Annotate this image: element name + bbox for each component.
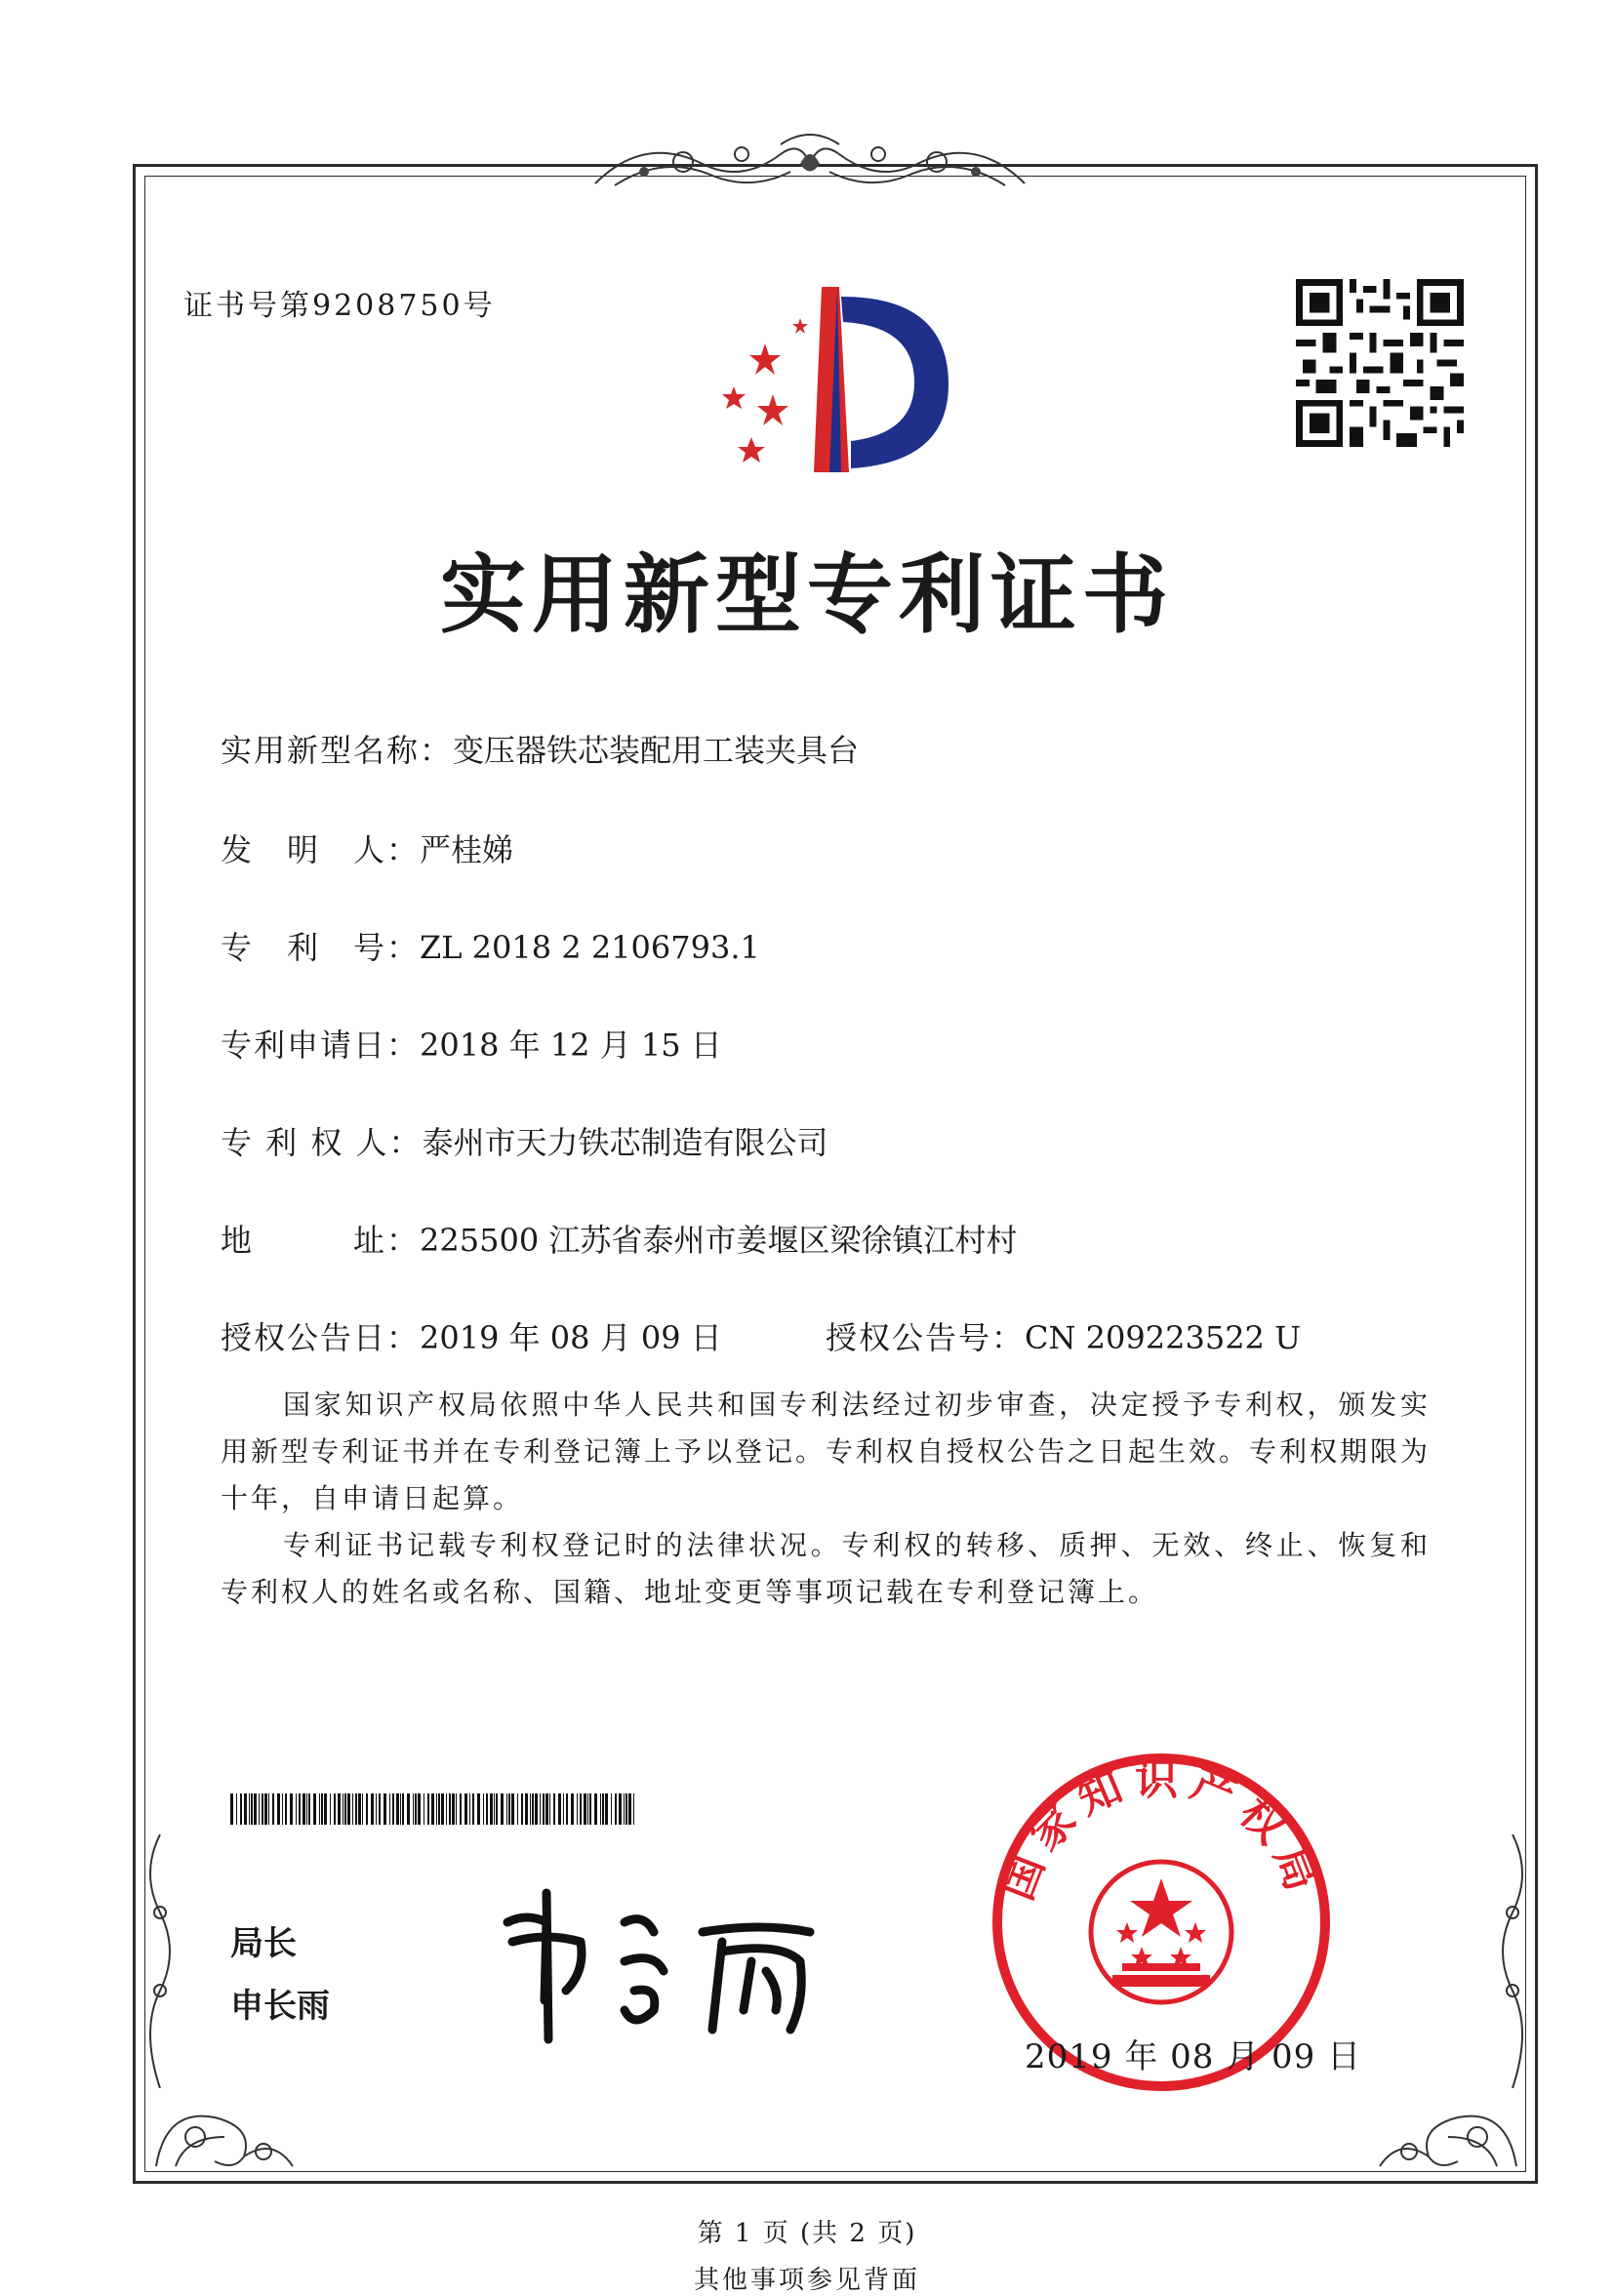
barcode-bar [230,1793,233,1825]
field-label: 专利申请日： [221,1027,421,1064]
barcode-bar [490,1793,493,1825]
field-label: 专 利 号： [221,929,421,966]
barcode-bar [285,1793,287,1825]
barcode-bar [308,1793,310,1825]
field-inventor [221,826,513,870]
field-patentee [221,1118,828,1163]
barcode-bar [347,1793,350,1825]
barcode-bar [602,1793,604,1825]
footer-note: 其他事项参见背面 [693,2266,920,2295]
barcode-bar [584,1793,586,1825]
barcode-bar [249,1793,250,1825]
barcode-bar [587,1793,588,1825]
barcode-bar [558,1793,561,1825]
barcode-bar [330,1793,331,1825]
barcode-bar [566,1793,568,1825]
barcode-bar [277,1793,280,1825]
field-value: 225500 江苏省泰州市姜堰区梁徐镇江村村 [420,1222,1018,1259]
barcode-bar [553,1793,555,1825]
page-number: 第 1 页 (共 2 页) [697,2219,917,2248]
barcode-bar [236,1793,237,1825]
barcode-bar [413,1793,414,1825]
barcode-bar [571,1793,574,1825]
field-value: 变压器铁芯装配用工装夹具台 [453,732,860,769]
barcode-bar [611,1793,612,1825]
barcode-bar [535,1793,538,1825]
barcode-bar [464,1793,467,1825]
patent-office-logo-icon [705,277,956,480]
director-signature-icon [488,1883,849,2059]
barcode-bar [254,1793,257,1825]
barcode-bar [483,1793,484,1825]
barcode-bar [530,1793,531,1825]
bottom-left-corner-ornament-icon [146,2078,303,2176]
barcode-bar [446,1793,447,1825]
barcode-bar [415,1793,417,1825]
barcode-bar [240,1793,242,1825]
barcode-bar [407,1793,410,1825]
barcode-bar [506,1793,507,1825]
director-name: 申长雨 [230,1987,330,2026]
barcode-bar [525,1793,528,1825]
barcode-bar [427,1793,429,1825]
qr-code-icon [1296,279,1464,447]
barcode-bar [521,1793,523,1825]
certificate-body [221,1382,1431,1616]
barcode-bar [306,1793,307,1825]
barcode-bar [268,1793,269,1825]
barcode-bar [532,1793,534,1825]
barcode-bar [624,1793,625,1825]
barcode-bar [543,1793,545,1825]
barcode-bar [605,1793,608,1825]
barcode-bar [486,1793,488,1825]
field-value: 2019 年 08 月 09 日 [420,1319,722,1356]
barcode-bar [449,1793,451,1825]
barcode-bar [352,1793,353,1825]
field-value: ZL 2018 2 2106793.1 [420,929,760,966]
barcode-bar [456,1793,457,1825]
top-ornament-icon [585,125,1034,203]
barcode-bar [262,1793,263,1825]
field-value: 2018 年 12 月 15 日 [420,1027,722,1064]
left-ornament-icon [141,1834,180,2088]
barcode-bar [549,1793,550,1825]
certificate-number: 证书号第9208750号 [183,289,496,323]
field-grant-date [221,1313,722,1358]
barcode-bar [400,1793,401,1825]
field-label: 地 址： [221,1222,421,1259]
barcode-bar [259,1793,260,1825]
barcode-bar [517,1793,518,1825]
barcode-bar [540,1793,541,1825]
barcode-bar [452,1793,455,1825]
barcode-bar [580,1793,582,1825]
certificate-title: 实用新型专利证书 [439,544,1174,645]
barcode-bar [402,1793,404,1825]
barcode-bar [511,1793,514,1825]
barcode-bar [633,1793,634,1825]
barcode-bar [545,1793,548,1825]
field-announcement-number [826,1313,1301,1358]
barcode-bar [389,1793,390,1825]
barcode-bar [563,1793,564,1825]
field-value: 泰州市天力铁芯制造有限公司 [422,1124,828,1161]
barcode-bar [494,1793,495,1825]
barcode-bar [628,1793,631,1825]
field-label: 授权公告日： [221,1319,421,1356]
field-label: 授权公告号： [826,1319,1026,1356]
barcode-bar [619,1793,622,1825]
body-paragraph: 专利证书记载专利权登记时的法律状况。专利权的转移、质押、无效、终止、恢复和专利权人的姓名或名称、国籍、地址变更等事项记载在专利登记簿上。 [221,1529,1431,1608]
barcode-bar [366,1793,368,1825]
barcode-bar [334,1793,336,1825]
barcode-bar [303,1793,305,1825]
barcode-bar [438,1793,440,1825]
bottom-right-corner-ornament-icon [1370,2078,1526,2176]
barcode-bar [396,1793,399,1825]
barcode-bar [625,1793,627,1825]
barcode-bar [460,1793,462,1825]
barcode-bar [496,1793,498,1825]
barcode-bar [589,1793,591,1825]
body-paragraph: 国家知识产权局依照中华人民共和国专利法经过初步审查，决定授予专利权，颁发实用新型专利证书并在专利登记簿上予以登记。专利权自授权公告之日起生效。专利权期限为十年，自申请日起算。 [221,1389,1432,1514]
barcode-bar [324,1793,327,1825]
barcode-bar [282,1793,283,1825]
barcode-bar [319,1793,320,1825]
seal-date: 2019 年 08 月 09 日 [1025,2037,1362,2076]
field-address [221,1216,1017,1261]
barcode-bar [313,1793,316,1825]
barcode-bar [299,1793,301,1825]
barcode-bar [615,1793,617,1825]
barcode-bar [594,1793,597,1825]
right-ornament-icon [1493,1834,1532,2088]
barcode-bar [501,1793,504,1825]
barcode-bar [358,1793,361,1825]
barcode-bar [272,1793,274,1825]
barcode-bar [577,1793,578,1825]
seal-text: 国家知识产权局 [992,1754,1330,1907]
barcode-bar [371,1793,374,1825]
barcode-bar [600,1793,601,1825]
barcode-bar [251,1793,253,1825]
field-value: 严桂娣 [420,831,514,868]
field-patent-number [221,923,760,968]
barcode-bar [296,1793,297,1825]
barcode-bar [418,1793,421,1825]
barcode-bar [362,1793,363,1825]
barcode-bar [376,1793,377,1825]
barcode-icon [230,1793,640,1825]
director-title: 局长 [230,1924,297,1963]
barcode-bar [355,1793,357,1825]
field-model-name [221,726,859,771]
barcode-bar [477,1793,480,1825]
field-label: 专 利 权 人： [221,1124,423,1161]
barcode-bar [508,1793,510,1825]
field-label: 实用新型名称： [221,732,454,769]
barcode-bar [379,1793,381,1825]
barcode-bar [264,1793,267,1825]
barcode-bar [392,1793,394,1825]
barcode-bar [338,1793,341,1825]
barcode-bar [469,1793,470,1825]
barcode-bar [441,1793,444,1825]
barcode-bar [321,1793,323,1825]
field-value: CN 209223522 U [1025,1319,1302,1356]
field-label: 发 明 人： [221,831,421,868]
barcode-bar [290,1793,293,1825]
barcode-bar [436,1793,437,1825]
barcode-bar [431,1793,434,1825]
barcode-bar [472,1793,474,1825]
barcode-bar [344,1793,346,1825]
barcode-bar [383,1793,386,1825]
field-application-date [221,1021,722,1066]
barcode-bar [244,1793,247,1825]
